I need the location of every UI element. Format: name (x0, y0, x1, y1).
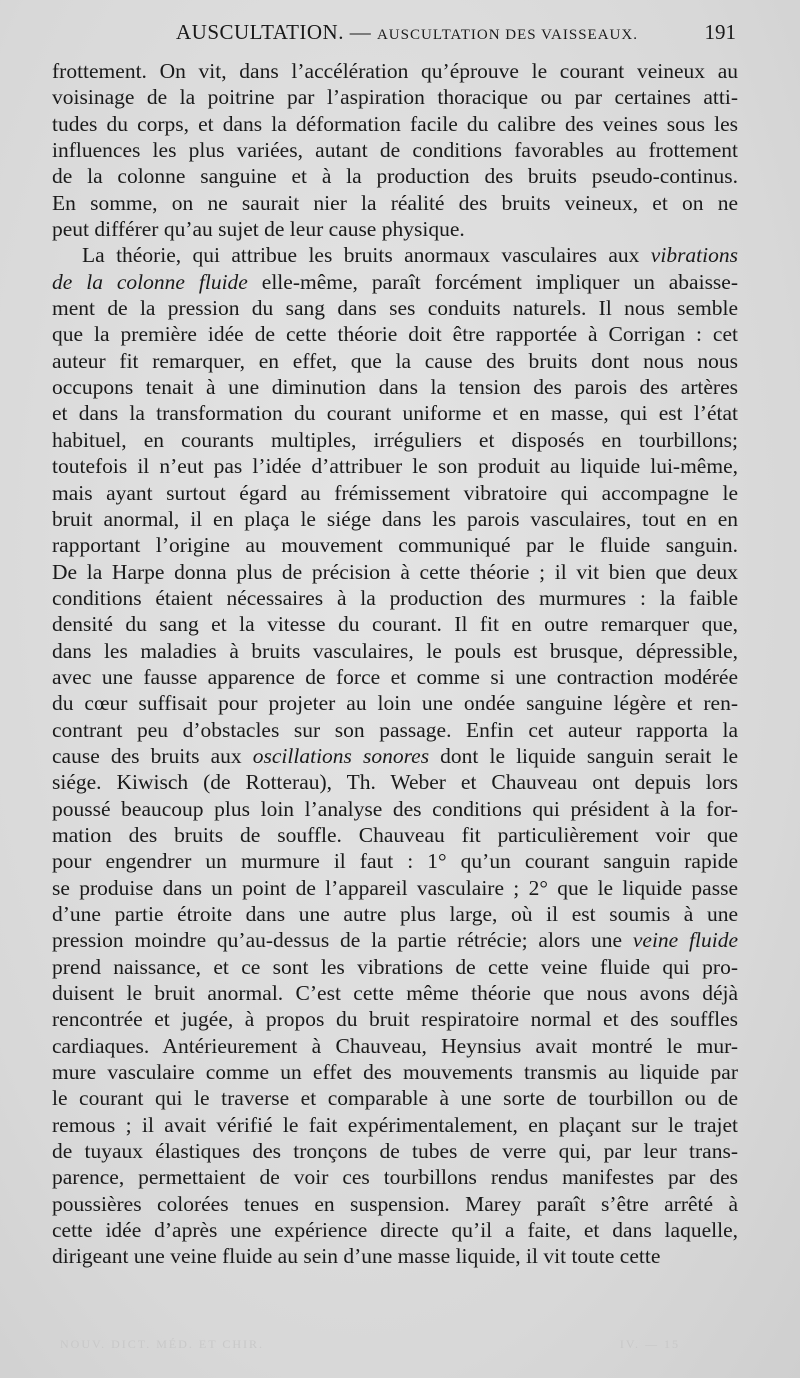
text-line: auteur fit remarquer, en effet, que la cause des bruits dont nous nous (52, 348, 738, 373)
text-line: de tuyaux élastiques des tronçons de tubes de verre qui, par leur trans- (52, 1139, 738, 1164)
footer-signature: NOUV. DICT. MÉD. ET CHIR. (60, 1337, 265, 1351)
running-head-main: AUSCULTATION. (176, 20, 344, 44)
text-line: tudes du corps, et dans la déformation facile du calibre des veines sous les (52, 111, 738, 136)
text-line: d’une partie étroite dans une autre plus large, où il est soumis à une (52, 902, 738, 926)
running-head (56, 20, 736, 50)
text-line: pression moindre qu’au-dessus de la partie rétrécie; alors une veine fluide (52, 928, 738, 953)
text-line: duisent le bruit anormal. C’est cette même théorie que nous avons déjà (52, 981, 738, 1006)
text-line: mais ayant surtout égard au frémissement vibratoire qui accompagne le (52, 480, 738, 505)
text-line: prend naissance, et ce sont les vibrations de cette veine fluide qui pro- (52, 954, 738, 979)
text-line: cardiaques. Antérieurement à Chauveau, Heynsius avait montré le mur- (52, 1033, 738, 1058)
text-line: De la Harpe donna plus de précision à cette théorie ; il vit bien que deux (52, 559, 738, 584)
text-line: ment de la pression du sang dans ses conduits naturels. Il nous semble (52, 296, 738, 321)
italic-phrase: oscillations sonores (252, 743, 430, 768)
text-line: dans les maladies à bruits vasculaires, le pouls est brusque, dépressible, (52, 638, 738, 663)
text-line: La théorie, qui attribue les bruits anormaux vasculaires aux vibrations (82, 243, 738, 268)
text-line: siége. Kiwisch (de Rotterau), Th. Weber et Chauveau ont depuis lors (52, 770, 738, 795)
text-line: dirigeant une veine fluide au sein d’une masse liquide, il vit toute cette (52, 1244, 661, 1269)
text-line: mation des bruits de souffle. Chauveau fit particulièrement voir que (52, 822, 738, 847)
text-line: cette idée d’après une expérience directe qu’il a faite, et dans laquelle, (52, 1218, 738, 1243)
page-number: 191 (704, 20, 736, 44)
text-line: remous ; il avait vérifié le fait expérimentalement, en plaçant sur le trajet (52, 1112, 738, 1137)
text-line: poussières colorées tenues en suspension. Marey paraît s’être arrêté à (52, 1191, 738, 1216)
running-head-title (176, 20, 638, 45)
text-line: densité du sang et la vitesse du courant. Il fit en outre remarquer que, (52, 612, 738, 637)
text-line: occupons tenait à une diminution dans la tension des parois des artères (52, 375, 738, 400)
text-line: pour engendrer un murmure il faut : 1° qu’un courant sanguin rapide (52, 849, 738, 874)
text-line: poussé beaucoup plus loin l’analyse des conditions qui président à la for- (52, 796, 738, 821)
text-line: que la première idée de cette théorie doit être rapportée à Corrigan : cet (52, 322, 738, 347)
text-line: rapportant l’origine au mouvement communiqué par le fluide sanguin. (52, 533, 738, 558)
text-line: conditions étaient nécessaires à la production des murmures : la faible (52, 585, 738, 610)
text-line: et dans la transformation du courant uniforme et en masse, qui est l’état (52, 401, 738, 426)
page-footer (60, 1337, 680, 1357)
text-line: frottement. On vit, dans l’accélération qu’éprouve le courant veineux au (52, 59, 738, 83)
italic-phrase: veine fluide (632, 928, 738, 953)
text-line: de la colonne sanguine et à la production des bruits pseudo-continus. (52, 164, 738, 189)
text-line: peut différer qu’au sujet de leur cause physique. (52, 217, 465, 242)
text-line: rencontrée et jugée, à propos du bruit respiratoire normal et des souffles (52, 1007, 738, 1032)
running-head-dash: — (343, 20, 377, 44)
text-line: toutefois il n’eut pas l’idée d’attribuer le son produit au liquide lui-même, (52, 454, 738, 479)
italic-phrase: vibrations (650, 243, 738, 268)
text-line: de la colonne fluide elle-même, paraît forcément impliquer un abaisse- (52, 269, 738, 294)
footer-sheet-mark: IV. — 15 (619, 1337, 680, 1351)
text-line: habituel, en courants multiples, irréguliers et disposés en tourbillons; (52, 427, 738, 452)
text-line: bruit anormal, il en plaça le siége dans les parois vasculaires, tout en en (52, 506, 738, 531)
text-line: se produise dans un point de l’appareil vasculaire ; 2° que le liquide passe (52, 875, 738, 900)
text-line: En somme, on ne saurait nier la réalité des bruits veineux, et on ne (52, 190, 738, 215)
running-head-subtitle: AUSCULTATION DES VAISSEAUX. (376, 27, 638, 43)
text-line: du cœur suffisait pour projeter au loin une ondée sanguine légère et ren- (52, 691, 738, 716)
text-line: cause des bruits aux oscillations sonores dont le liquide sanguin serait le (52, 743, 738, 768)
text-line: avec une fausse apparence de force et comme si une contraction modérée (52, 664, 738, 689)
text-line: parence, permettaient de voir ces tourbillons rendus manifestes par des (52, 1165, 738, 1190)
text-line: contrant peu d’obstacles sur son passage. Enfin cet auteur rapporta la (52, 717, 738, 742)
italic-phrase: de la colonne fluide (52, 269, 248, 294)
text-line: influences les plus variées, autant de conditions favorables au frottement (52, 138, 738, 163)
text-line: mure vasculaire comme un effet des mouvements transmis au liquide par (52, 1060, 738, 1085)
body-text (52, 58, 738, 1270)
text-line: le courant qui le traverse et comparable à une sorte de tourbillon ou de (52, 1086, 738, 1111)
text-line: voisinage de la poitrine par l’aspiration thoracique ou par certaines atti- (52, 85, 738, 110)
